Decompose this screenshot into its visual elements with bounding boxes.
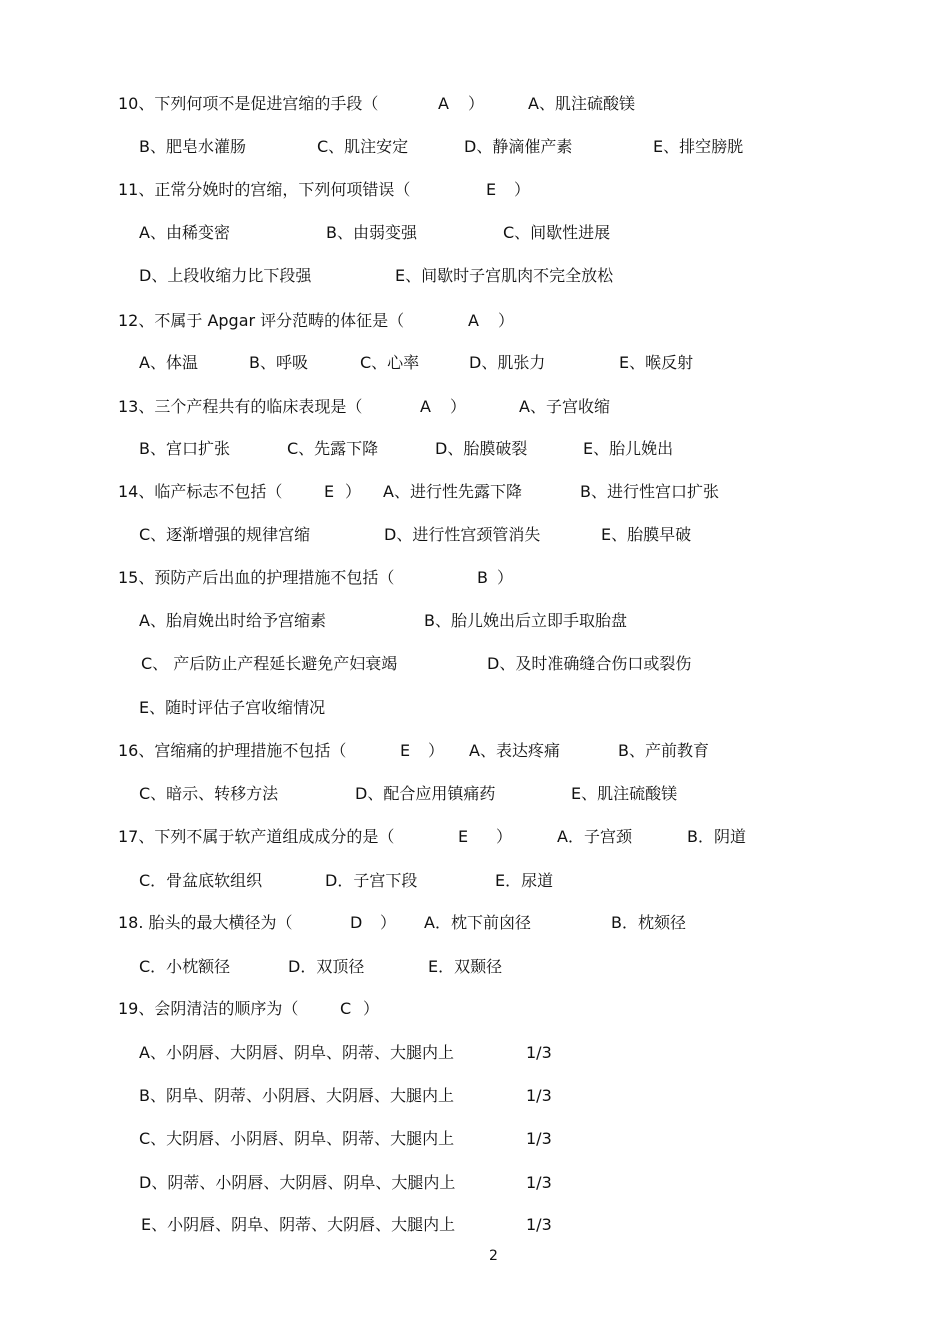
option: E、随时评估子宫收缩情况 — [139, 698, 326, 717]
option: C、心率 — [360, 353, 420, 372]
option: B．枕颏径 — [611, 913, 686, 932]
option: B、肥皂水灌肠 — [139, 137, 246, 156]
question-answer: E — [458, 827, 469, 846]
question-close: ） — [428, 741, 445, 760]
option: B．阴道 — [687, 827, 746, 846]
option: D、进行性宫颈管消失 — [384, 525, 541, 544]
question-answer: A — [420, 397, 431, 416]
option: E．双颞径 — [428, 957, 503, 976]
option: C、先露下降 — [287, 439, 379, 458]
option: C、间歇性进展 — [503, 223, 611, 242]
question-answer: E — [400, 741, 411, 760]
question-stem: 15、预防产后出血的护理措施不包括（ — [118, 568, 395, 587]
page-number: 2 — [489, 1248, 498, 1264]
option: A．枕下前囟径 — [424, 913, 531, 932]
option: C、 产后防止产程延长避免产妇衰竭 — [141, 654, 398, 673]
option: A．子宫颈 — [557, 827, 632, 846]
option: A、由稀变密 — [139, 223, 230, 242]
option: C、暗示、转移方法 — [139, 784, 279, 803]
option: E、小阴唇、阴阜、阴蒂、大阴唇、大腿内上 — [141, 1215, 456, 1234]
option: D．双顶径 — [288, 957, 365, 976]
option: D、肌张力 — [469, 353, 546, 372]
question-answer: E — [324, 482, 335, 501]
option: C．骨盆底软组织 — [139, 871, 263, 890]
question-close: ） — [468, 94, 485, 113]
option: C、大阴唇、小阴唇、阴阜、阴蒂、大腿内上 — [139, 1129, 455, 1148]
question-close: ） — [345, 482, 362, 501]
question-close: ） — [496, 827, 513, 846]
question-answer: D — [350, 913, 363, 932]
option: B、胎儿娩出后立即手取胎盘 — [424, 611, 627, 630]
option: B、阴阜、阴蒂、小阴唇、大阴唇、大腿内上 — [139, 1086, 454, 1105]
option: D、上段收缩力比下段强 — [139, 266, 312, 285]
question-answer: B — [477, 568, 488, 587]
option: C、肌注安定 — [317, 137, 409, 156]
question-answer: A — [468, 311, 479, 330]
question-answer: C — [340, 999, 352, 1018]
question-close: ） — [514, 180, 531, 199]
question-close: ） — [498, 311, 515, 330]
option-fraction: 1/3 — [526, 1043, 552, 1062]
question-stem: 12、不属于 Apgar 评分范畴的体征是（ — [118, 311, 405, 330]
question-close: ） — [450, 397, 467, 416]
option: B、由弱变强 — [326, 223, 417, 242]
question-close: ） — [497, 568, 514, 587]
question-stem: 18. 胎头的最大横径为（ — [118, 913, 293, 932]
option-fraction: 1/3 — [526, 1129, 552, 1148]
question-close: ） — [380, 913, 397, 932]
option: D、配合应用镇痛药 — [355, 784, 496, 803]
option: A、胎肩娩出时给予宫缩素 — [139, 611, 326, 630]
option: A、子宫收缩 — [519, 397, 610, 416]
option: E、排空膀胱 — [653, 137, 744, 156]
option: E、间歇时子宫肌肉不完全放松 — [395, 266, 614, 285]
option: E、胎儿娩出 — [583, 439, 674, 458]
option: E．尿道 — [495, 871, 554, 890]
option-fraction: 1/3 — [526, 1173, 552, 1192]
option: A、小阴唇、大阴唇、阴阜、阴蒂、大腿内上 — [139, 1043, 454, 1062]
option: B、宫口扩张 — [139, 439, 230, 458]
option: E、喉反射 — [619, 353, 694, 372]
option: E、肌注硫酸镁 — [571, 784, 678, 803]
option: C、逐渐增强的规律宫缩 — [139, 525, 311, 544]
option: D、阴蒂、小阴唇、大阴唇、阴阜、大腿内上 — [139, 1173, 456, 1192]
option: A、体温 — [139, 353, 198, 372]
option: C．小枕额径 — [139, 957, 231, 976]
option: E、胎膜早破 — [601, 525, 692, 544]
option: D、胎膜破裂 — [435, 439, 528, 458]
question-stem: 16、宫缩痛的护理措施不包括（ — [118, 741, 347, 760]
option-fraction: 1/3 — [526, 1086, 552, 1105]
option: D．子宫下段 — [325, 871, 418, 890]
question-stem: 19、会阴清洁的顺序为（ — [118, 999, 299, 1018]
question-stem: 10、下列何项不是促进宫缩的手段（ — [118, 94, 379, 113]
option-fraction: 1/3 — [526, 1215, 552, 1234]
option: B、进行性宫口扩张 — [580, 482, 719, 501]
question-stem: 11、正常分娩时的宫缩，下列何项错误（ — [118, 180, 411, 199]
option: A、进行性先露下降 — [383, 482, 522, 501]
question-answer: E — [486, 180, 497, 199]
option: B、产前教育 — [618, 741, 709, 760]
option: D、及时准确缝合伤口或裂伤 — [487, 654, 692, 673]
option: A、肌注硫酸镁 — [528, 94, 635, 113]
question-close: ） — [363, 999, 380, 1018]
question-stem: 14、临产标志不包括（ — [118, 482, 283, 501]
question-answer: A — [438, 94, 449, 113]
question-stem: 17、下列不属于软产道组成成分的是（ — [118, 827, 395, 846]
question-stem: 13、三个产程共有的临床表现是（ — [118, 397, 363, 416]
option: D、静滴催产素 — [464, 137, 573, 156]
option: B、呼吸 — [249, 353, 308, 372]
option: A、表达疼痛 — [469, 741, 560, 760]
